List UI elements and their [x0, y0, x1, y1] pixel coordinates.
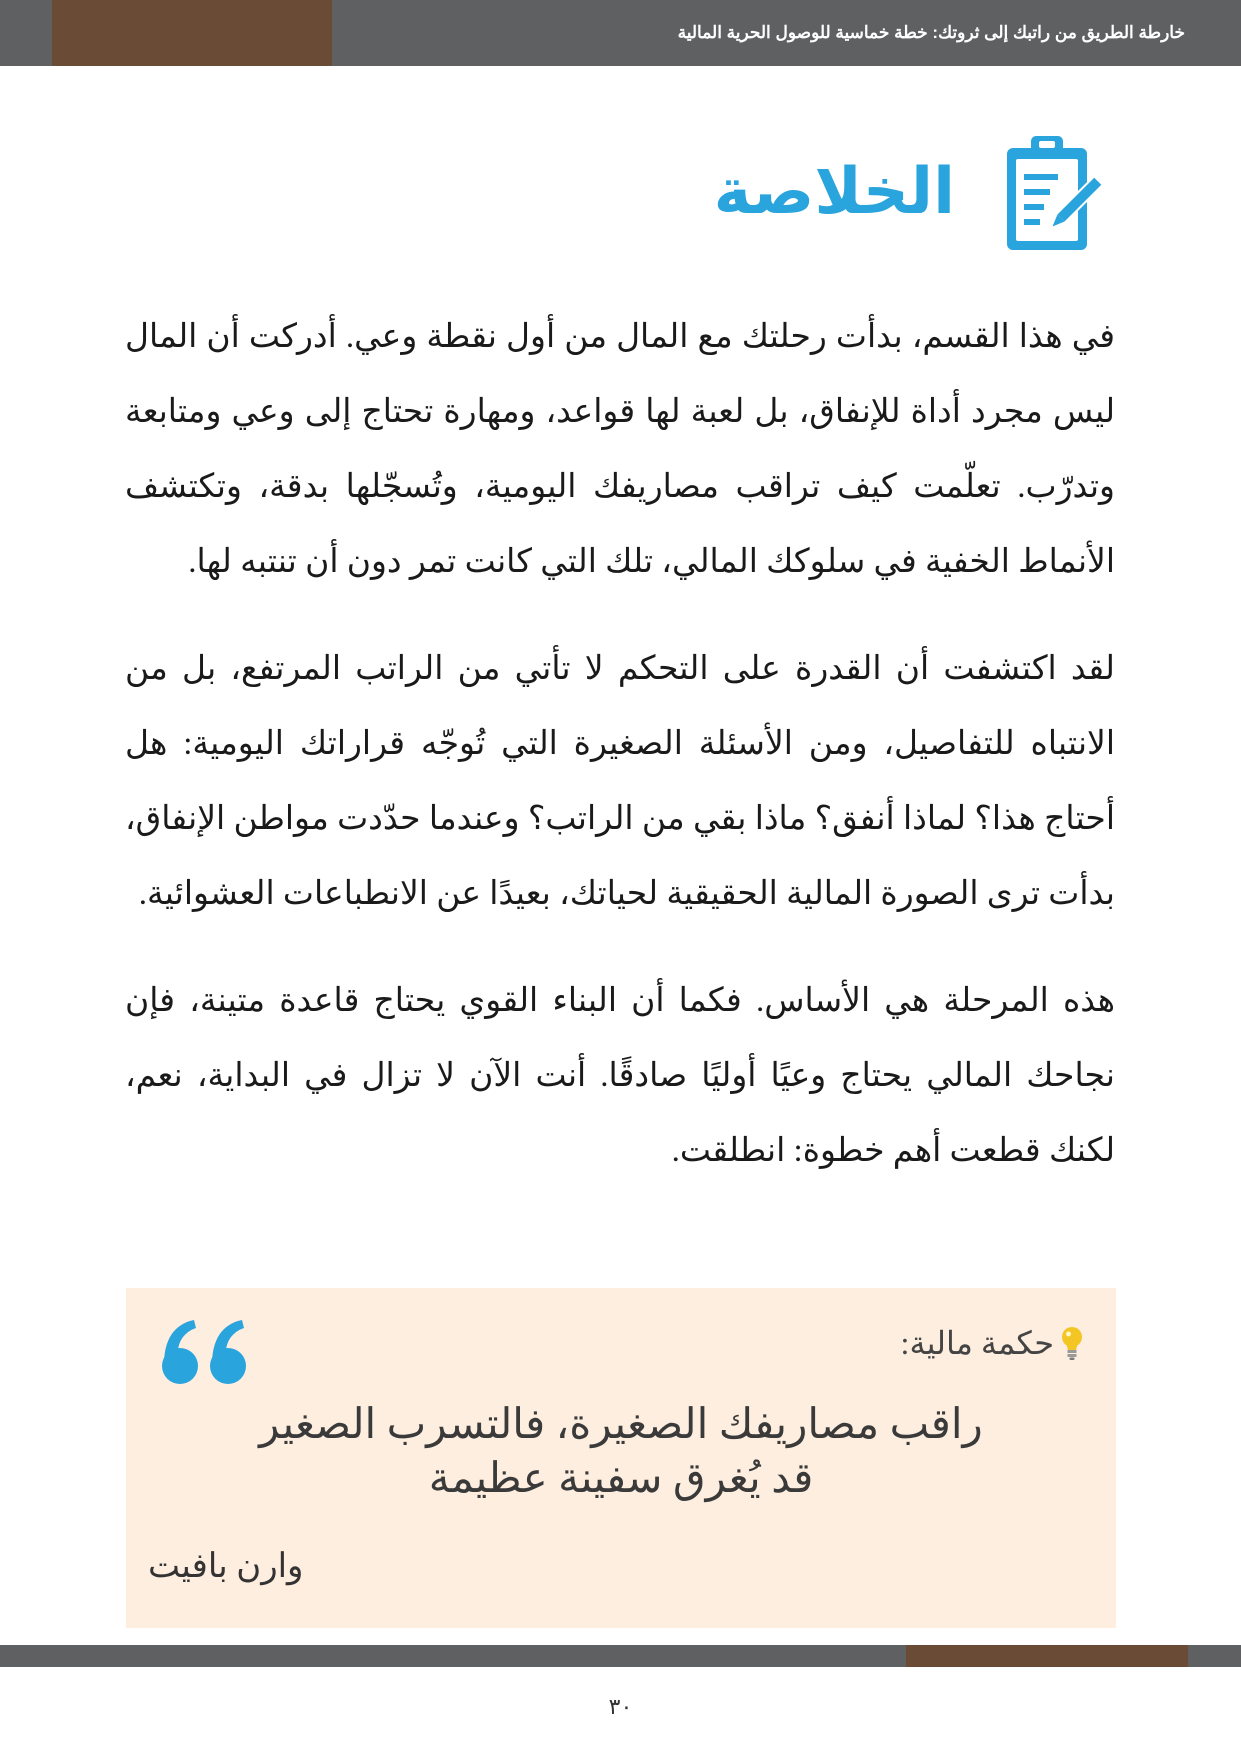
wisdom-quote	[126, 1398, 1116, 1506]
wisdom-label-text: حكمة مالية:	[900, 1325, 1054, 1361]
body-paragraph-2: لقد اكتشفت أن القدرة على التحكم لا تأتي من الراتب المرتفع، بل من الانتباه للتفاصيل، ومن الأسئلة الصغيرة التي تُوجّه قراراتك اليومية: هل أحتاج هذا؟ لماذا أنفق؟ ماذا بقي من الراتب؟ وعندما حدّدت مواطن الإنفاق، بدأت ترى الصورة المالية الحقيقية لحياتك، بعيدًا عن الانطباعات العشوائية.	[125, 651, 1115, 912]
quote-author: وارن بافيت	[148, 1548, 304, 1585]
wisdom-quote-line-2: قد يُغرق سفينة عظيمة	[428, 1456, 814, 1502]
wisdom-quote-line-1: راقب مصاريفك الصغيرة، فالتسرب الصغير	[259, 1402, 983, 1448]
wisdom-label	[901, 1324, 1084, 1362]
section-heading	[714, 130, 1103, 254]
body-paragraph-3: هذه المرحلة هي الأساس. فكما أن البناء القوي يحتاج قاعدة متينة، فإن نجاحك المالي يحتاج وعيًا أوليًا صادقًا. أنت الآن لا تزال في البداية، نعم، لكنك قطعت أهم خطوة: انطلقت.	[125, 983, 1115, 1169]
header-accent-block	[52, 0, 332, 66]
wisdom-callout-box	[126, 1288, 1116, 1628]
quote-mark-icon	[160, 1318, 252, 1388]
body-paragraph-1: في هذا القسم، بدأت رحلتك مع المال من أول نقطة وعي. أدركت أن المال ليس مجرد أداة للإنفاق، بل لعبة لها قواعد، ومهارة تحتاج إلى وعي ومتابعة وتدرّب. تعلّمت كيف تراقب مصاريفك اليومية، وتُسجّلها بدقة، وتكتشف الأنماط الخفية في سلوكك المالي، تلك التي كانت تمر دون أن تنتبه لها.	[125, 319, 1115, 580]
section-title: الخلاصة	[713, 155, 955, 229]
running-header-title: خارطة الطريق من راتبك إلى ثروتك: خطة خماسية للوصول الحرية المالية	[677, 23, 1185, 42]
page-number: ٣٠	[608, 1694, 633, 1719]
clipboard-pen-icon	[1003, 130, 1103, 254]
lightbulb-icon	[1060, 1325, 1084, 1361]
footer-accent-block	[906, 1645, 1188, 1667]
